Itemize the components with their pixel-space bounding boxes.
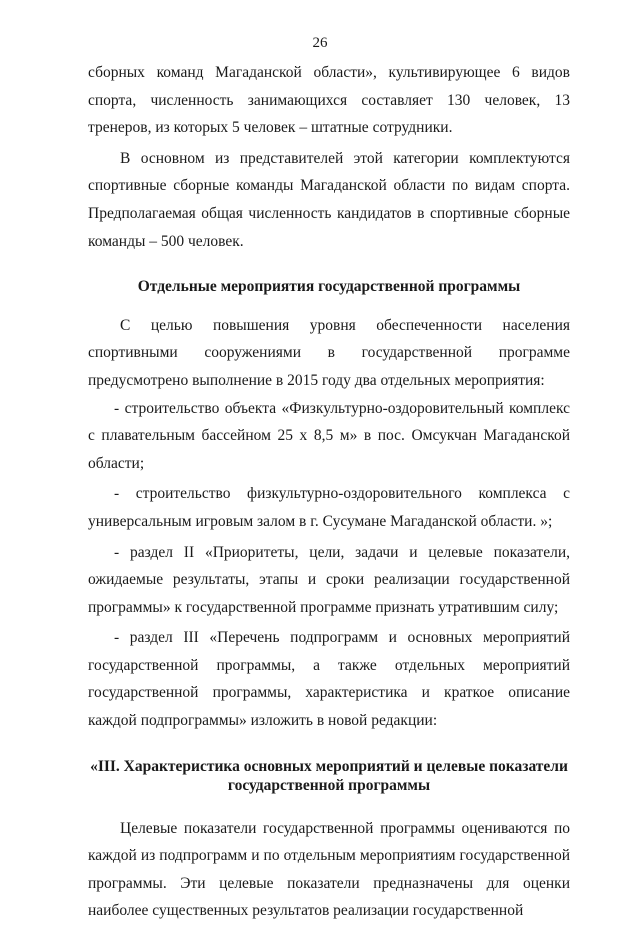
paragraph-measures-intro: С целью повышения уровня обеспеченности населения спортивными сооружениями в государственной программе предусмотрено выполнение в 2015 году два отдельных мероприятия: xyxy=(88,316,570,389)
list-item-section-2: - раздел II «Приоритеты, цели, задачи и целевые показатели, ожидаемые результаты, этапы и сроки реализации государственной программы» к государственной программе признать утратившим силу; xyxy=(88,543,570,616)
section-heading-3: «III. Характеристика основных мероприятий и целевые показатели государственной программы xyxy=(90,757,568,794)
heading-separate-measures: Отдельные мероприятия государственной программы xyxy=(137,278,521,296)
document-body xyxy=(88,59,570,925)
paragraph-target-indicators: Целевые показатели государственной программы оцениваются по каждой из подпрограмм и по отдельным мероприятиям государственной программы. Эти целевые показатели предназначены для оценки наиболее существенных результатов реализации государственной xyxy=(88,819,570,920)
paragraph-candidates: В основном из представителей этой категории комплектуются спортивные сборные команды Магаданской области по видам спорта. Предполагаемая общая численность кандидатов в спортивные сборные команды – 500 человек. xyxy=(88,149,570,250)
page-number: 26 xyxy=(312,35,328,51)
list-item-section-3: - раздел III «Перечень подпрограмм и основных мероприятий государственной программы, а также отдельных мероприятий государственной программы, характеристика и краткое описание каждой подпрограммы» изложить в новой редакции: xyxy=(88,629,570,730)
list-item-susuman: - строительство физкультурно-оздоровительного комплекса с универсальным игровым залом в г. Сусумане Магаданской области. »; xyxy=(88,485,570,530)
paragraph-continuation: сборных команд Магаданской области», культивирующее 6 видов спорта, численность занимающихся составляет 130 человек, 13 тренеров, из которых 5 человек – штатные сотрудники. xyxy=(88,64,570,137)
list-item-omsukchan: - строительство объекта «Физкультурно-оздоровительный комплекс с плавательным бассейном 25 х 8,5 м» в пос. Омсукчан Магаданской области; xyxy=(88,399,570,472)
